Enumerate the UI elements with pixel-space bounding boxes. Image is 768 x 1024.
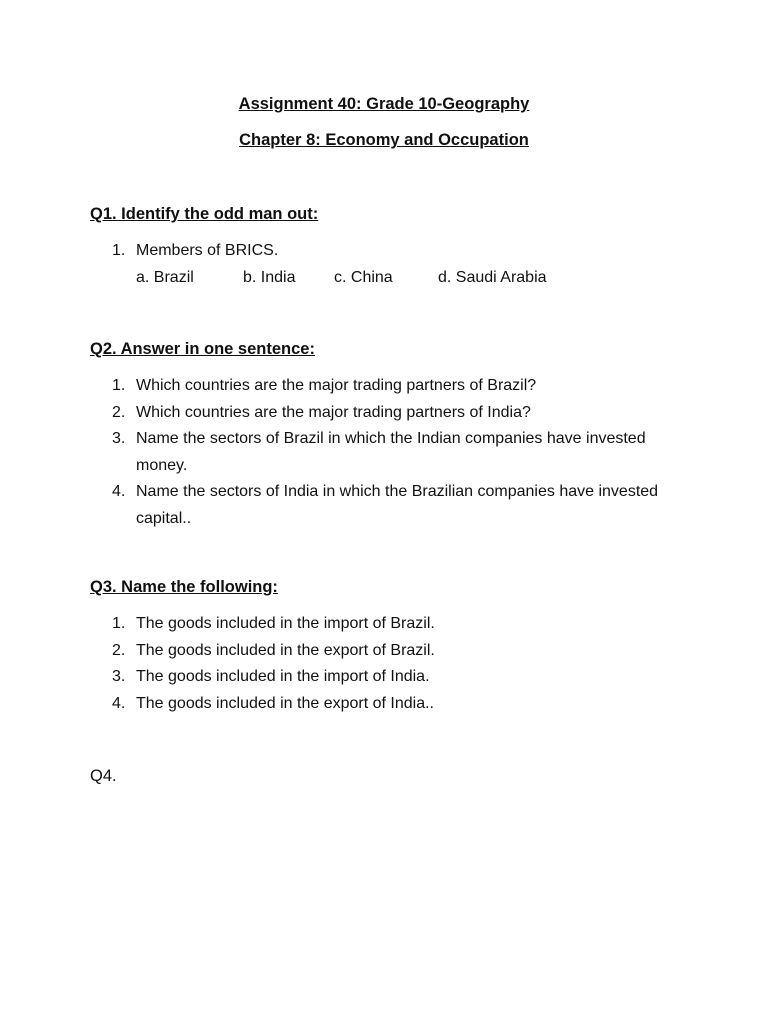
item-number: 4. bbox=[112, 483, 126, 500]
list-item bbox=[108, 664, 668, 691]
question-3-heading: Q3. Name the following: bbox=[90, 578, 278, 596]
question-3-list bbox=[108, 611, 668, 717]
item-number: 1. bbox=[112, 615, 126, 632]
item-text: The goods included in the import of Brazil. bbox=[136, 615, 435, 632]
item-text: Name the sectors of India in which the Brazilian companies have invested capital.. bbox=[136, 483, 659, 527]
question-2-list bbox=[108, 373, 668, 532]
list-item bbox=[108, 373, 668, 400]
option-d: d. Saudi Arabia bbox=[438, 268, 547, 286]
list-item bbox=[108, 426, 668, 479]
item-number: 4. bbox=[112, 694, 126, 712]
item-text: Which countries are the major trading partners of Brazil? bbox=[136, 377, 537, 394]
item-number: 3. bbox=[112, 668, 126, 685]
list-item bbox=[108, 611, 668, 638]
item-text: The goods included in the export of Brazil. bbox=[136, 641, 435, 659]
item-text: The goods included in the export of India.. bbox=[136, 694, 434, 712]
assignment-title: Assignment 40: Grade 10-Geography bbox=[238, 95, 530, 113]
list-item bbox=[108, 691, 668, 718]
item-number: 3. bbox=[112, 430, 126, 447]
item-text: Name the sectors of Brazil in which the Indian companies have invested money. bbox=[136, 430, 646, 474]
list-item bbox=[108, 400, 668, 427]
answer-options bbox=[136, 265, 668, 292]
option-c: c. China bbox=[334, 268, 393, 286]
question-2-heading: Q2. Answer in one sentence: bbox=[90, 340, 315, 358]
item-text: Which countries are the major trading partners of India? bbox=[136, 403, 531, 421]
chapter-title: Chapter 8: Economy and Occupation bbox=[239, 131, 529, 149]
item-number: 1. bbox=[112, 242, 126, 259]
question-1-list bbox=[108, 238, 668, 291]
list-item bbox=[108, 238, 668, 291]
item-number: 2. bbox=[112, 403, 126, 421]
option-b: b. India bbox=[243, 268, 296, 286]
list-item bbox=[108, 479, 668, 532]
question-4-heading: Q4. bbox=[90, 767, 117, 785]
list-item bbox=[108, 638, 668, 665]
item-text: Members of BRICS. bbox=[136, 242, 279, 259]
item-number: 1. bbox=[112, 377, 126, 394]
item-number: 2. bbox=[112, 641, 126, 659]
option-a: a. Brazil bbox=[136, 268, 194, 286]
item-text: The goods included in the import of India. bbox=[136, 668, 430, 685]
question-1-heading: Q1. Identify the odd man out: bbox=[90, 205, 319, 223]
